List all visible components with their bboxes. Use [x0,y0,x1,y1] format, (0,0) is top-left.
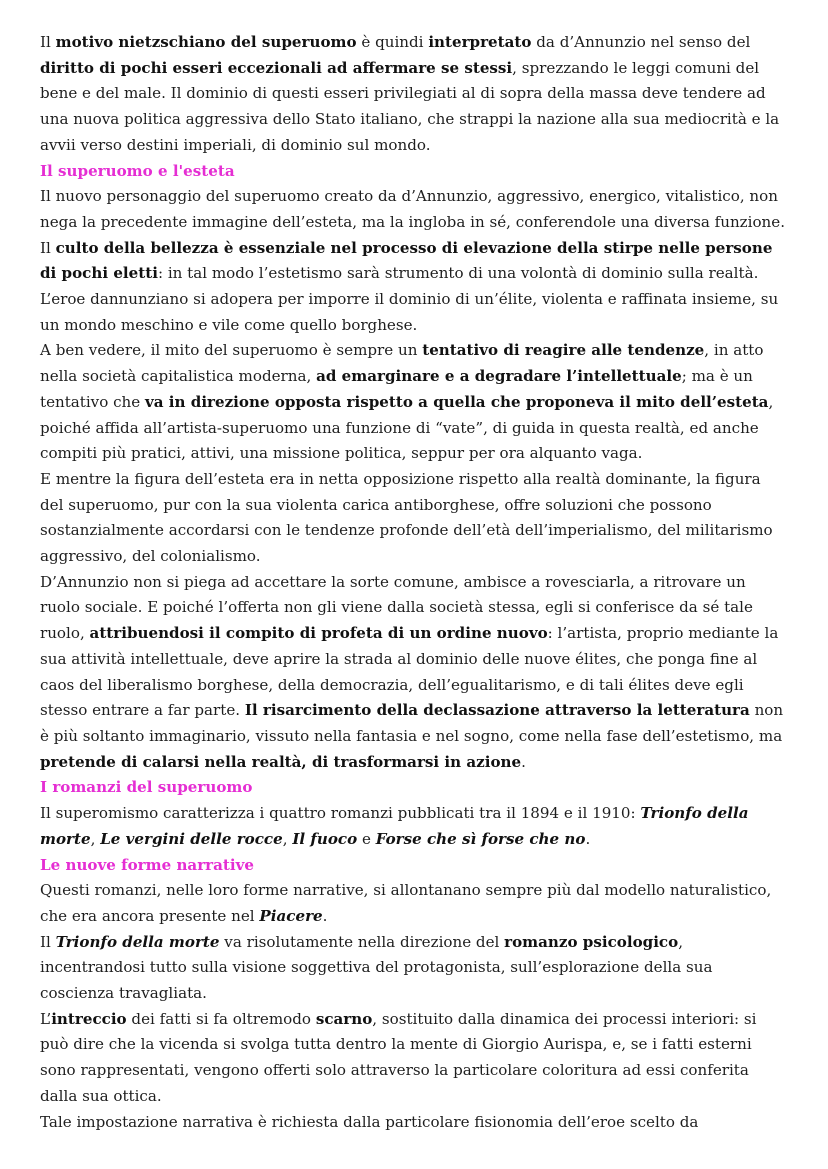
paragraph-mito-superuomo: A ben vedere, il mito del superuomo è sempre un tentativo di reagire alle tendenze, in atto nella società capitalistica moderna, ad emarginare e a degradare l’intellettuale; ma è un tentativo che va in direzione opposta rispetto a quella che proponeva il mito dell’esteta, poiché affida all’artista-superuomo una funzione di “vate”, di guida in questa realtà, ed anche compiti più pratici, attivi, una missione politica, seppur per ora alquanto vaga. [40,341,774,463]
paragraph-ruolo-sociale: D’Annunzio non si piega ad accettare la sorte comune, ambisce a rovesciarla, a ritrovare un ruolo sociale. E poiché l’offerta non gli viene dalla società stessa, egli si conferisce da sé tale ruolo, attribuendosi il compito di profeta di un ordine nuovo: l’artista, proprio mediante la sua attività intellettuale, deve aprire la strada al dominio delle nuove élites, che ponga fine al caos del liberalismo borghese, della democrazia, dell’egualitarismo, e di tali élites deve egli stesso entrare a far parte. Il risarcimento della declassazione attraverso la letteratura non è più soltanto immaginario, vissuto nella fantasia e nel sogno, come nella fase dell’estetismo, ma pretende di calarsi nella realtà, di trasformarsi in azione. [40,572,784,771]
paragraph-intreccio: L’intreccio dei fatti si fa oltremodo scarno, sostituito dalla dinamica dei processi interiori: si può dire che la vicenda si svolga tutta dentro la mente di Giorgio Aurispa, e, se i fatti esterni sono rappresentati, vengono offerti solo attraverso la particolare coloritura ad essi conferita dalla sua ottica. [40,1009,757,1105]
paragraph-superuomo-motivo: Il motivo nietzschiano del superuomo è quindi interpretato da d’Annunzio nel senso del diritto di pochi esseri eccezionali ad affermare se stessi, sprezzando le leggi comuni del bene e del male. Il dominio di questi esseri privilegiati al di sopra della massa deve tendere ad una nuova politica aggressiva dello Stato italiano, che strappi la nazione alla sua mediocrità e la avvii verso destini imperiali, di dominio sul mondo. [40,33,780,154]
paragraph-quattro-romanzi: Il superomismo caratterizza i quattro romanzi pubblicati tra il 1894 e il 1910: Trionfo della morte, Le vergini delle rocce, Il fuoco e Forse che sì forse che no. [40,804,749,848]
paragraph-modello-naturalistico: Questi romanzi, nelle loro forme narrative, si allontanano sempre più dal modello naturalistico, che era ancora presente nel Piacere. [40,881,772,925]
paragraph-impostazione-narrativa: Tale impostazione narrativa è richiesta dalla particolare fisionomia dell’eroe scelto da [40,1112,699,1131]
paragraph-esteta-opposizione: E mentre la figura dell’esteta era in netta opposizione rispetto alla realtà dominante, la figura del superuomo, pur con la sua violenta carica antiborghese, offre soluzioni che possono sostanzialmente accordarsi con le tendenze profonde dell’età dell’imperialismo, del militarismo aggressivo, del colonialismo. [40,469,773,566]
paragraph-nuovo-personaggio: Il nuovo personaggio del superuomo creato da d’Annunzio, aggressivo, energico, vitalistico, non nega la precedente immagine dell’esteta, ma la ingloba in sé, conferendole una diversa funzione. Il culto della bellezza è essenziale nel processo di elevazione della stirpe nelle persone di pochi eletti: in tal modo l’estetismo sarà strumento di una volontà di dominio sulla realtà. L’eroe dannunziano si adopera per imporre il dominio di un’élite, violenta e raffinata insieme, su un mondo meschino e vile come quello borghese. [40,187,786,334]
heading-nuove-forme: Le nuove forme narrative [40,855,254,874]
heading-romanzi-superuomo: I romanzi del superuomo [40,778,253,797]
heading-superuomo-esteta: Il superuomo e l'esteta [40,161,235,180]
paragraph-trionfo-morte: Il Trionfo della morte va risolutamente nella direzione del romanzo psicologico, incentrandosi tutto sulla visione soggettiva del protagonista, sull’esplorazione della sua coscienza travagliata. [40,932,713,1003]
